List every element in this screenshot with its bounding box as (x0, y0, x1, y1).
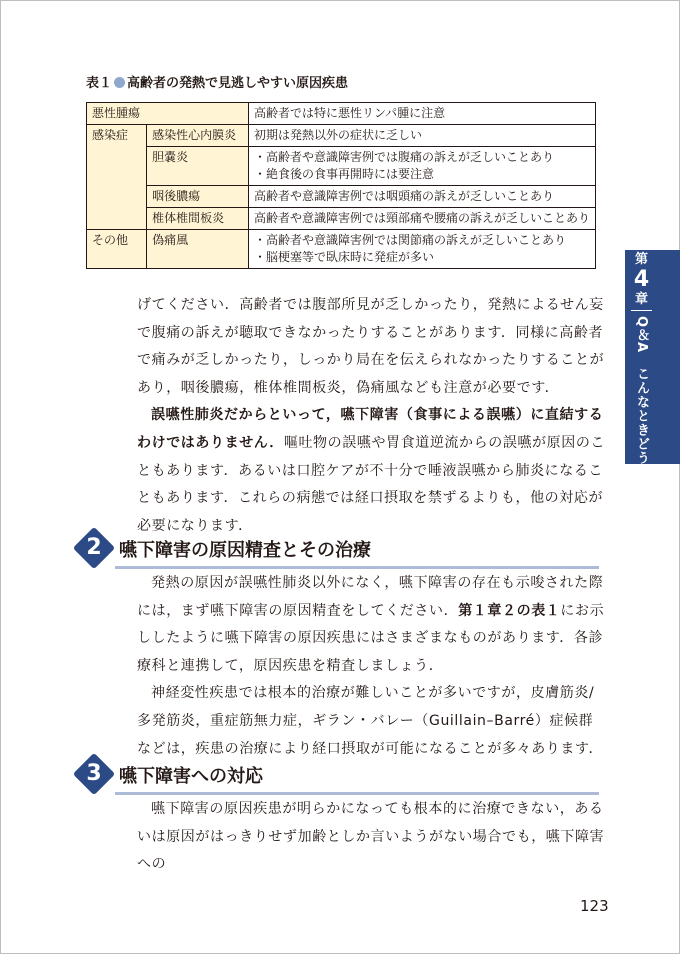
body-paragraph-1 (137, 292, 607, 540)
chapter-tab-divider (631, 310, 652, 311)
table-row (87, 147, 596, 186)
note-line: ・絶食後の食事再開時には要注意 (253, 167, 434, 181)
table-row (87, 103, 596, 125)
disease-table (86, 102, 596, 269)
table-cell-category: 悪性腫瘍 (87, 103, 249, 125)
chapter-digit: 4 (633, 267, 650, 292)
table-cell-disease: 感染性心内膜炎 (147, 125, 249, 147)
table-cell-note: 高齢者では特に悪性リンパ腫に注意 (248, 103, 595, 125)
paragraph (137, 292, 607, 402)
table-row (87, 208, 596, 230)
bullet-dot-icon (114, 77, 125, 88)
table-caption-prefix: 表１ (86, 76, 113, 91)
bold-text: 誤嚥性肺炎だからといって，嚥下障害（食事による誤嚥）に直結するわけではありません． (137, 407, 604, 451)
table-cell-disease: 咽後膿瘍 (147, 186, 249, 208)
paragraph: 嚥下障害の原因疾患が明らかになっても根本的に治療できない，あるいは原因がはっきりせず加齢としか言いようがない場合でも，嚥下障害への (137, 801, 605, 873)
table-cell-note: 初期は発熱以外の症状に乏しい (248, 125, 595, 147)
table-caption (86, 72, 348, 91)
section-title: 嚥下障害の原因精査とその治療 (119, 540, 371, 561)
table-cell-note: 高齢者や意識障害例では咽頭痛の訴えが乏しいことあり (248, 186, 595, 208)
section-heading-3 (79, 759, 599, 793)
table-cell-disease: 偽痛風 (147, 230, 249, 269)
table-cell-note (248, 230, 595, 269)
table-row (87, 125, 596, 147)
chapter-number (625, 252, 658, 308)
text-run: にお示ししたように嚥下障害の原因疾患にはさまざまなものがあります．各診療科と連携して，原因疾患を精査しましょう． (137, 602, 605, 674)
paragraph (137, 402, 607, 540)
section-3-body (137, 796, 607, 879)
table-row (87, 230, 596, 269)
text-run: げてください．高齢者では腹部所見が乏しかったり，発熱によるせん妄で腹痛の訴えが聴取できなかったりすることがあります．同様に高齢者で痛みが乏しかったり，しっかり局在を伝えられなかったりすることがあり，咽後膿瘍，椎体椎間板炎，偽痛風なども注意が必要です． (137, 297, 605, 396)
section-number: 2 (86, 535, 102, 560)
section-2-body (137, 570, 607, 763)
section-rule (115, 792, 599, 795)
note-line: ・高齢者や意識障害例では関節痛の訴えが乏しいことあり (253, 233, 566, 247)
table-cell-note: 高齢者や意識障害例では頸部痛や腰痛の訴えが乏しいことあり (248, 208, 595, 230)
note-line: ・高齢者や意識障害例では腹痛の訴えが乏しいことあり (253, 150, 554, 164)
chapter-title: Q＆A こんなときどうする？ (634, 316, 649, 508)
table-cell-note (248, 147, 595, 186)
chapter-suffix: 章 (634, 292, 648, 307)
note-line: ・脳梗塞等で臥床時に発症が多い (253, 250, 434, 264)
page-number: 123 (580, 897, 609, 915)
section-rule (115, 566, 599, 569)
table-cell-disease: 胆嚢炎 (147, 147, 249, 186)
section-number: 3 (86, 761, 102, 786)
table-cell-category: 感染症 (87, 125, 147, 230)
table-caption-title: 高齢者の発熱で見逃しやすい原因疾患 (127, 76, 349, 91)
table-row (87, 186, 596, 208)
text-run: 発熱の原因が誤嚥性肺炎以外になく，嚥下障害の存在も示唆された際には，まず嚥下障害の原因精査をしてください． (137, 575, 604, 619)
chapter-prefix: 第 (634, 252, 648, 267)
paragraph: 神経変性疾患では根本的治療が難しいことが多いですが，皮膚筋炎/多発筋炎，重症筋無力症，ギラン・バレー（Guillain–Barré）症候群などは，疾患の治療により経口摂取が可能になることが多々あります． (137, 685, 604, 757)
table-cell-disease: 椎体椎間板炎 (147, 208, 249, 230)
text-run: 嘔吐物の誤嚥や胃食道逆流からの誤嚥が原因のこともあります．あるいは口腔ケアが不十分で唾液誤嚥から肺炎になることもあります．これらの病態では経口摂取を禁ずるよりも，他の対応が必要になります． (137, 434, 606, 534)
section-heading-2 (79, 533, 599, 567)
table-cell-category: その他 (87, 230, 147, 269)
bold-text: 第１章２の表１ (458, 602, 561, 619)
section-title: 嚥下障害への対応 (119, 766, 263, 787)
paragraph (137, 570, 607, 680)
